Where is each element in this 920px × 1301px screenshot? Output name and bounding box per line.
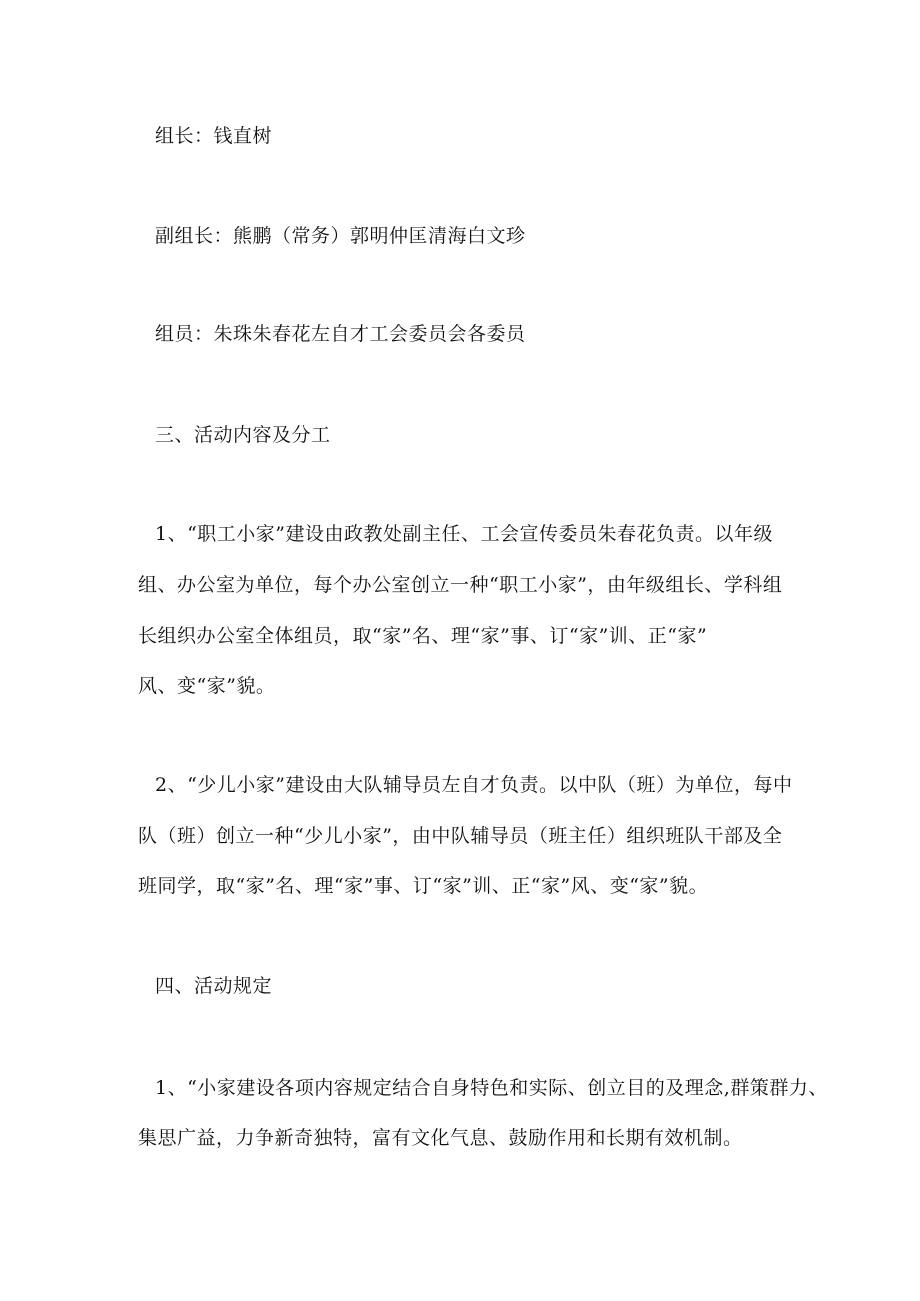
paragraph-line: 风、变“家”貌。 [138, 675, 276, 697]
paragraph-line: 组、办公室为单位，每个办公室创立一种“职工小家”，由年级组长、学科组 [138, 574, 783, 596]
section-3-heading: 三、活动内容及分工 [155, 424, 331, 446]
paragraph-line: 集思广益，力争新奇独特，富有文化气息、鼓励作用和长期有效机制。 [138, 1127, 743, 1149]
paragraph-line: 长组织办公室全体组员，取“家”名、理“家”事、订“家”训、正“家” [138, 625, 708, 647]
paragraph-line: 2、“少儿小家”建设由大队辅导员左自才负责。以中队（班）为单位，每中 [155, 774, 793, 796]
paragraph-line: 班同学，取“家”名、理“家”事、订“家”训、正“家”风、变“家”貌。 [138, 875, 709, 897]
paragraph-line: 1、“小家建设各项内容规定结合自身特色和实际、创立目的及理念,群策群力、 [155, 1077, 828, 1099]
members-line: 组员：朱珠朱春花左自才工会委员会各委员 [155, 323, 526, 345]
section-4-heading: 四、活动规定 [155, 975, 273, 997]
group-leader-line: 组长：钱直树 [155, 125, 273, 147]
deputy-leader-line: 副组长：熊鹏（常务）郭明仲匡清海白文珍 [155, 225, 526, 247]
paragraph-line: 1、“职工小家”建设由政教处副主任、工会宣传委员朱春花负责。以年级 [155, 523, 774, 545]
paragraph-line: 队（班）创立一种“少儿小家”，由中队辅导员（班主任）组织班队干部及全 [138, 825, 783, 847]
